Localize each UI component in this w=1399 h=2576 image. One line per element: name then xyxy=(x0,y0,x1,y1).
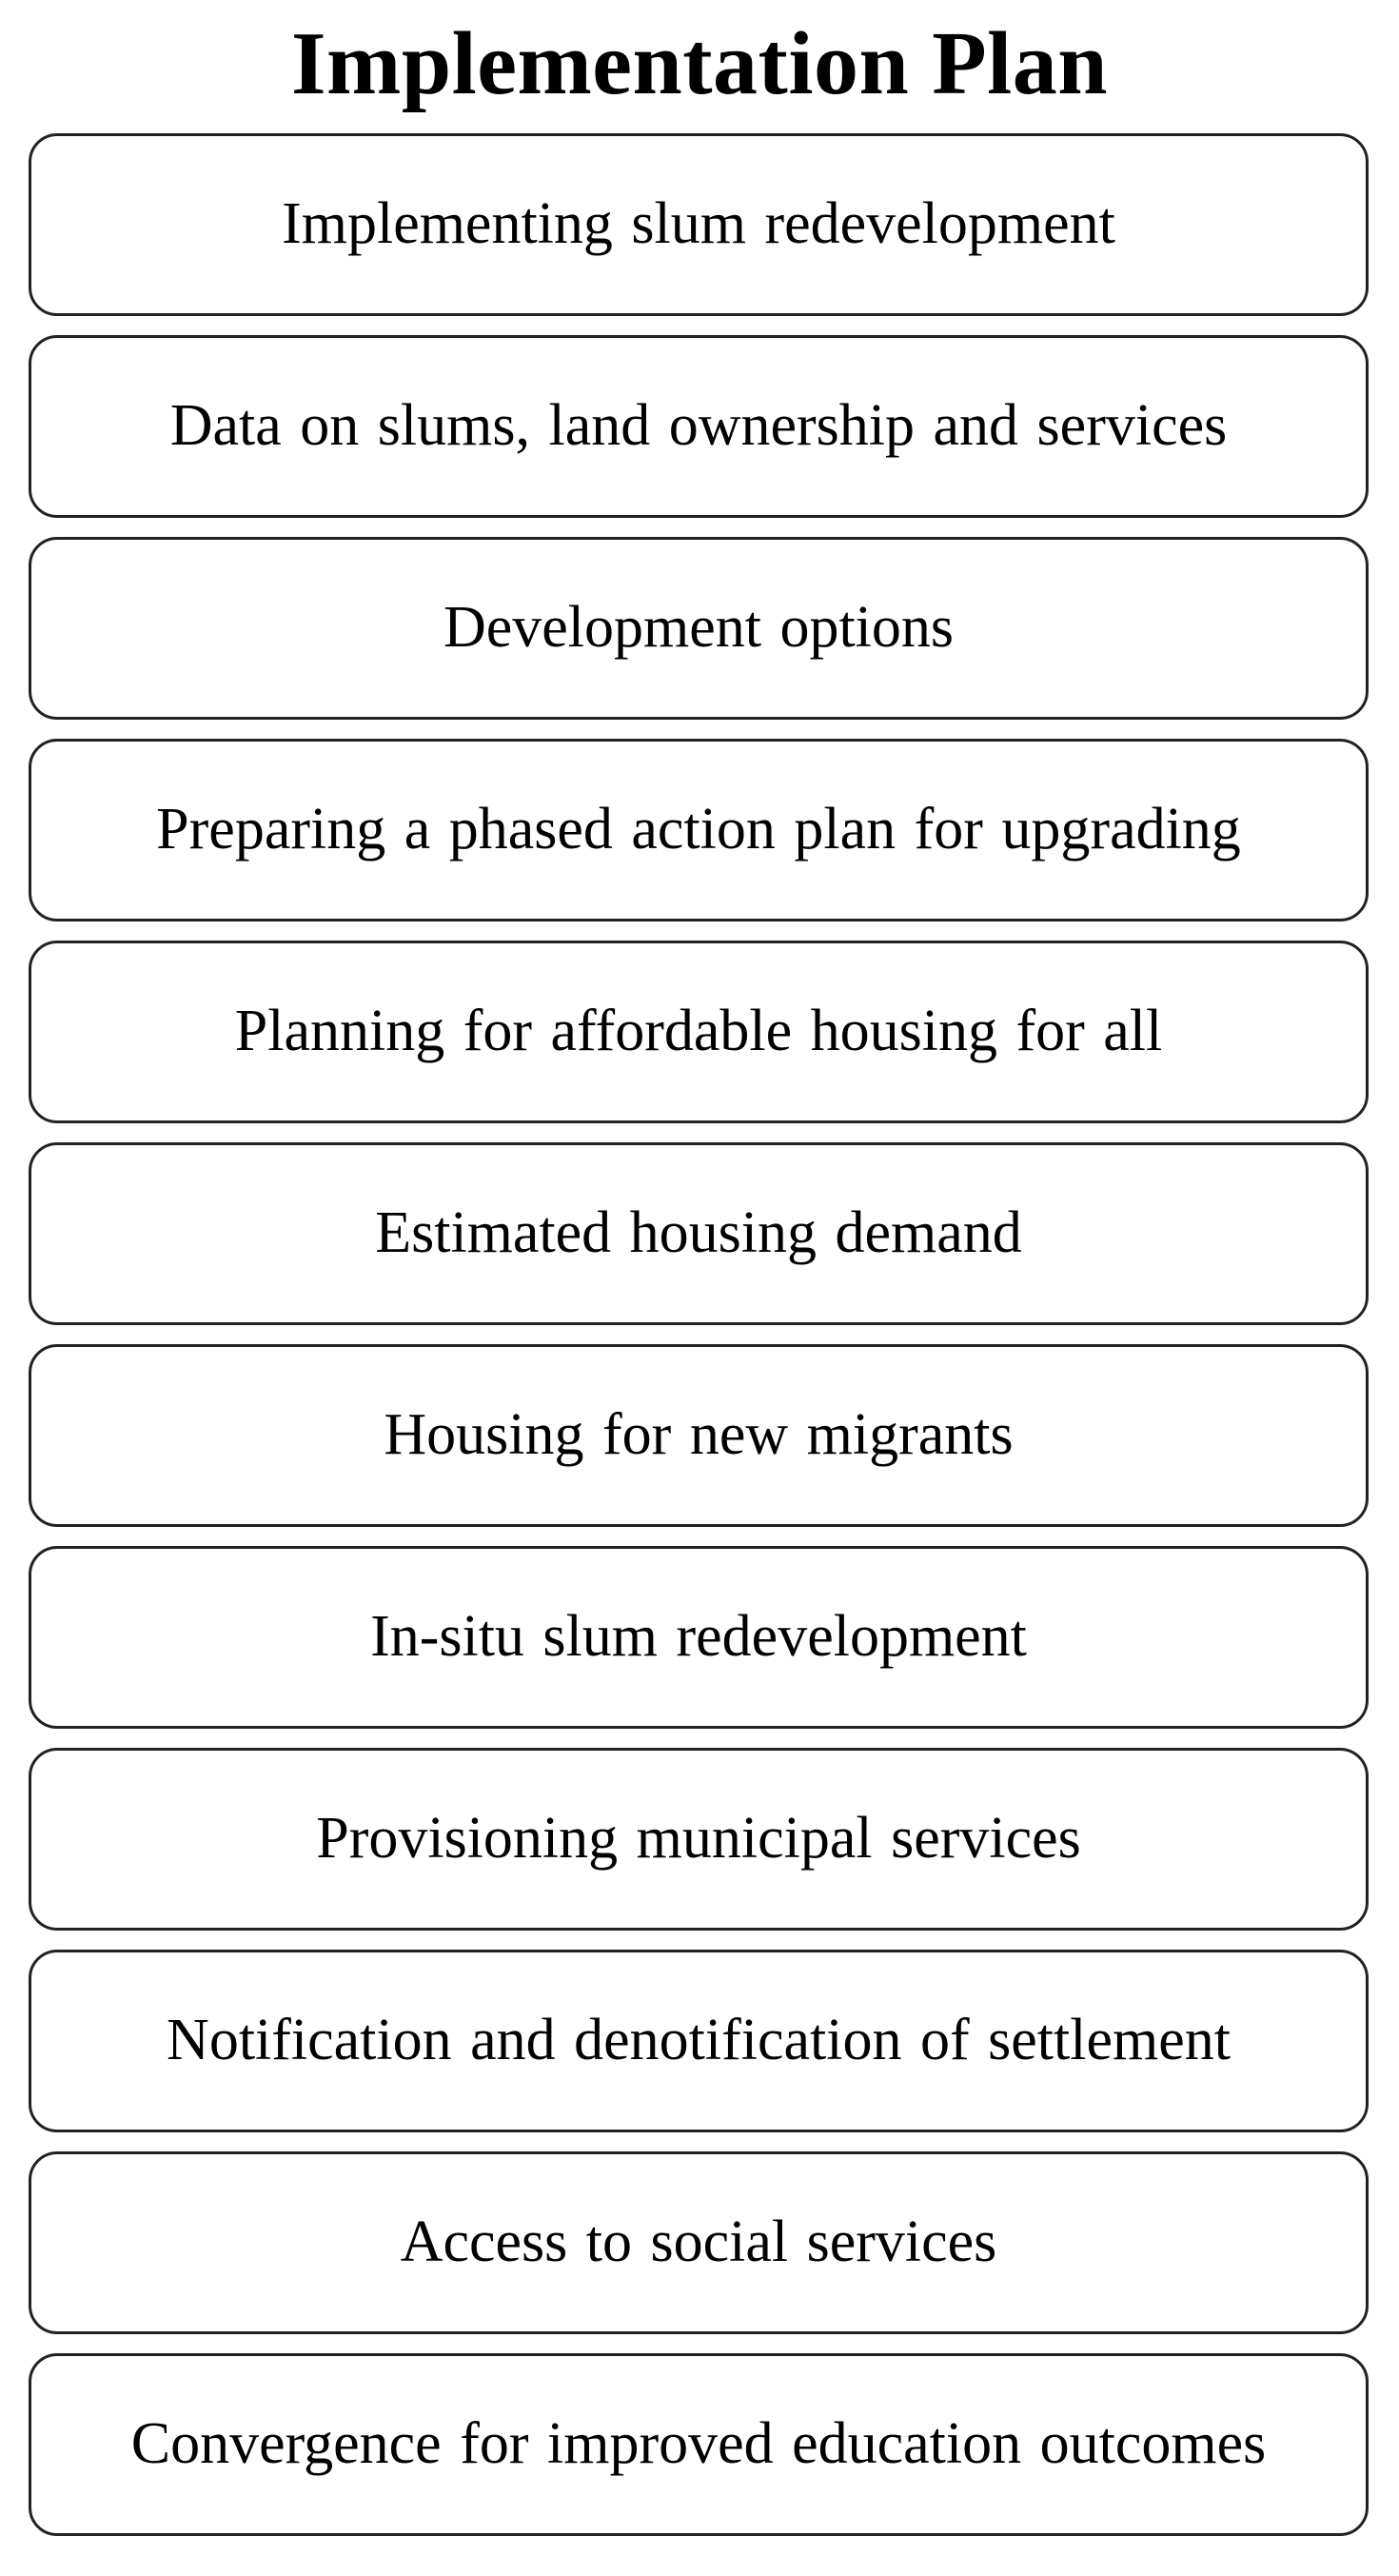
diagram-title: Implementation Plan xyxy=(290,14,1109,113)
step-label: Notification and denotification of settlement xyxy=(167,2008,1231,2073)
step-box xyxy=(29,2353,1369,2536)
implementation-steps-list xyxy=(29,133,1369,2536)
step-box xyxy=(29,1546,1369,1729)
step-box xyxy=(29,537,1369,720)
step-label: Convergence for improved education outcomes xyxy=(130,2411,1267,2477)
step-box xyxy=(29,739,1369,921)
step-label: Estimated housing demand xyxy=(375,1200,1022,1266)
step-label: Preparing a phased action plan for upgrading xyxy=(156,797,1241,862)
step-box xyxy=(29,941,1369,1123)
step-box xyxy=(29,1748,1369,1931)
step-label: Data on slums, land ownership and services xyxy=(169,393,1228,459)
step-box xyxy=(29,1142,1369,1325)
step-box xyxy=(29,1950,1369,2132)
step-label: In-situ slum redevelopment xyxy=(370,1604,1027,1670)
step-label: Implementing slum redevelopment xyxy=(282,191,1115,257)
step-label: Planning for affordable housing for all xyxy=(234,999,1163,1064)
step-label: Development options xyxy=(443,595,955,661)
step-label: Housing for new migrants xyxy=(384,1402,1014,1468)
step-box xyxy=(29,1344,1369,1527)
step-label: Provisioning municipal services xyxy=(316,1806,1081,1872)
step-box xyxy=(29,335,1369,518)
step-box xyxy=(29,133,1369,316)
step-label: Access to social services xyxy=(400,2209,997,2275)
step-box xyxy=(29,2151,1369,2334)
